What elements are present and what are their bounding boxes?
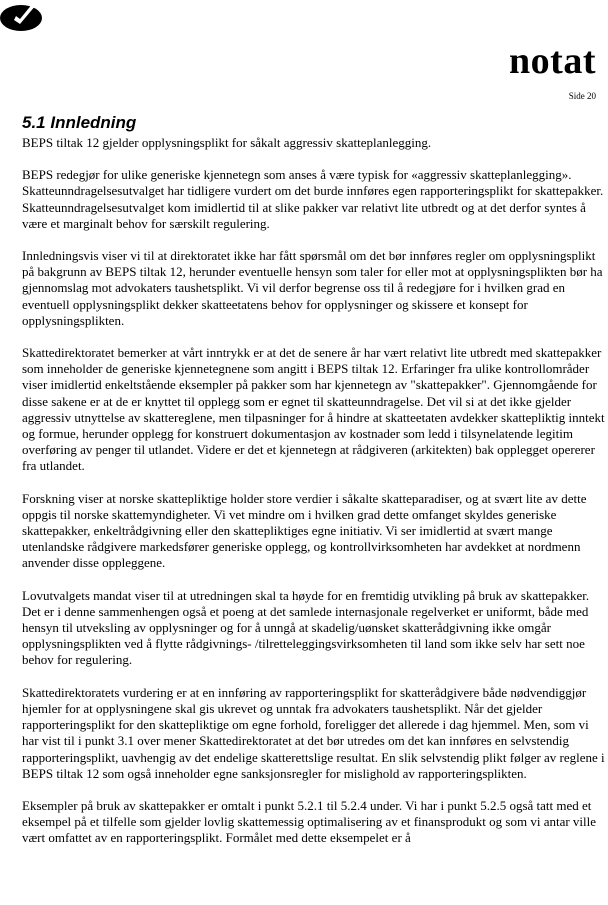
paragraph-5: Forskning viser at norske skattepliktige holder store verdier i såkalte skatteparadiser, og at svært lite av dette oppgis til norske skattemyndigheter. Vi vet mindre om i hvilken grad dette omfanget skyldes generiske skattepakker, enkeltrådgivning eller den skattepliktiges egne initiativ. Vi ser imidlertid at svært mange utenlandske rådgivere markedsfører generiske opplegg, og kontrollvirksomheten har avdekket at nordmenn anvender disse oppleggene. [22, 490, 587, 571]
paragraph-3: Innledningsvis viser vi til at direktoratet ikke har fått spørsmål om det bør innføres regler om opplysningsplikt på bakgrunn av BEPS tiltak 12, herunder eventuelle hensyn som taler for eller mot at opplysningsplikten bør ha gjennomslag mot advokaters taushetsplikt. Vi vil derfor begrense oss til å redegjøre for i hvilken grad en eventuell opplysningsplikt dekker skatteetatens behov for opplysninger og skissere et konsept for opplysningsplikten. [22, 248, 603, 328]
paragraph-2: BEPS redegjør for ulike generiske kjennetegn som anses å være typisk for «aggressiv skatteplanlegging». Skatteunndragelsesutvalget har tidligere vurdert om det burde innføres egen rapporteringsplikt for skattepakker. Skatteunndragelsesutvalget kom imidlertid til at slike pakker var relativt lite utbredt og at det derfor syntes å være et marginalt behov for særskilt regulering. [22, 167, 604, 231]
paragraph-8: Eksempler på bruk av skattepakker er omtalt i punkt 5.2.1 til 5.2.4 under. Vi har i punkt 5.2.5 også tatt med et eksempel på et tilfelle som gjelder lovlig skattemessig optimalisering av et finansprodukt og som vi antar ville vært omfattet av en rapporteringsplikt. Formålet med dette eksempelet er å [22, 797, 597, 846]
paragraph-4: Skattedirektoratet bemerker at vårt inntrykk er at det de senere år har vært relativt lite utbredt med skattepakker som inneholder de generiske kjennetegnene som angitt i BEPS tiltak 12. Erfaringer fra ulike kontrollområder viser imidlertid enkeltstående eksempler på pakker som har kjennetegn av "skattepakker". Gjennomgående for disse sakene er at de er knyttet til opplegg som er egnet til skatteunndragelse. Det vil si at det ikke gjelder aggressiv utnyttelse av skattereglene, men tilpasninger for å hindre at skatteetaten avdekker skattepliktig inntekt og formue, herunder opplegg for konstruert dokumentasjon av kostnader som ledd i tilsynelatende legitim overføring av penger til utlandet. Videre er det et kjennetegn at rådgiveren (arkitekten) bak opplegget opererer fra utlandet. [22, 345, 605, 474]
section-heading: 5.1 Innledning [22, 113, 137, 132]
document-body [22, 113, 607, 847]
paragraph-6: Lovutvalgets mandat viser til at utredningen skal ta høyde for en fremtidig utvikling på bruk av skattepakker. Det er i denne sammenhengen også et poeng at det samlede internasjonale regelverket er uniformt, både med hensyn til utveksling av opplysninger og for å unngå at skadelig/uønsket skatterådgivning ikke omgår opplysningsplikten ved å flytte rådgivnings- /tilretteleggingsvirksomheten til land som ikke selv har sett noe behov for regulering. [22, 587, 590, 668]
document-type-title: notat [509, 40, 596, 82]
page-number: Side 20 [568, 91, 596, 101]
paragraph-1: BEPS tiltak 12 gjelder opplysningsplikt for såkalt aggressiv skatteplanlegging. [22, 135, 432, 150]
organization-logo [0, 0, 44, 32]
paragraph-7: Skattedirektoratets vurdering er at en innføring av rapporteringsplikt for skatterådgivere både nødvendiggjør hjemler for at opplysningene skal gis ukrevet og unntak fra advokaters taushetsplikt. Når det gjelder rapporteringsplikt for den skattepliktige om egne forhold, foreligger det allerede i dag hjemmel. Men, som vi har vist til i punkt 3.1 over mener Skattedirektoratet at det bør utredes om det kan innføres en selvstendig rapporteringsplikt, uavhengig av det endelige skatterettslige resultat. En slik selvstendig plikt følger av reglene i BEPS tiltak 12 som også inneholder egne sanksjonsregler for mislighold av rapporteringsplikten. [22, 684, 605, 781]
